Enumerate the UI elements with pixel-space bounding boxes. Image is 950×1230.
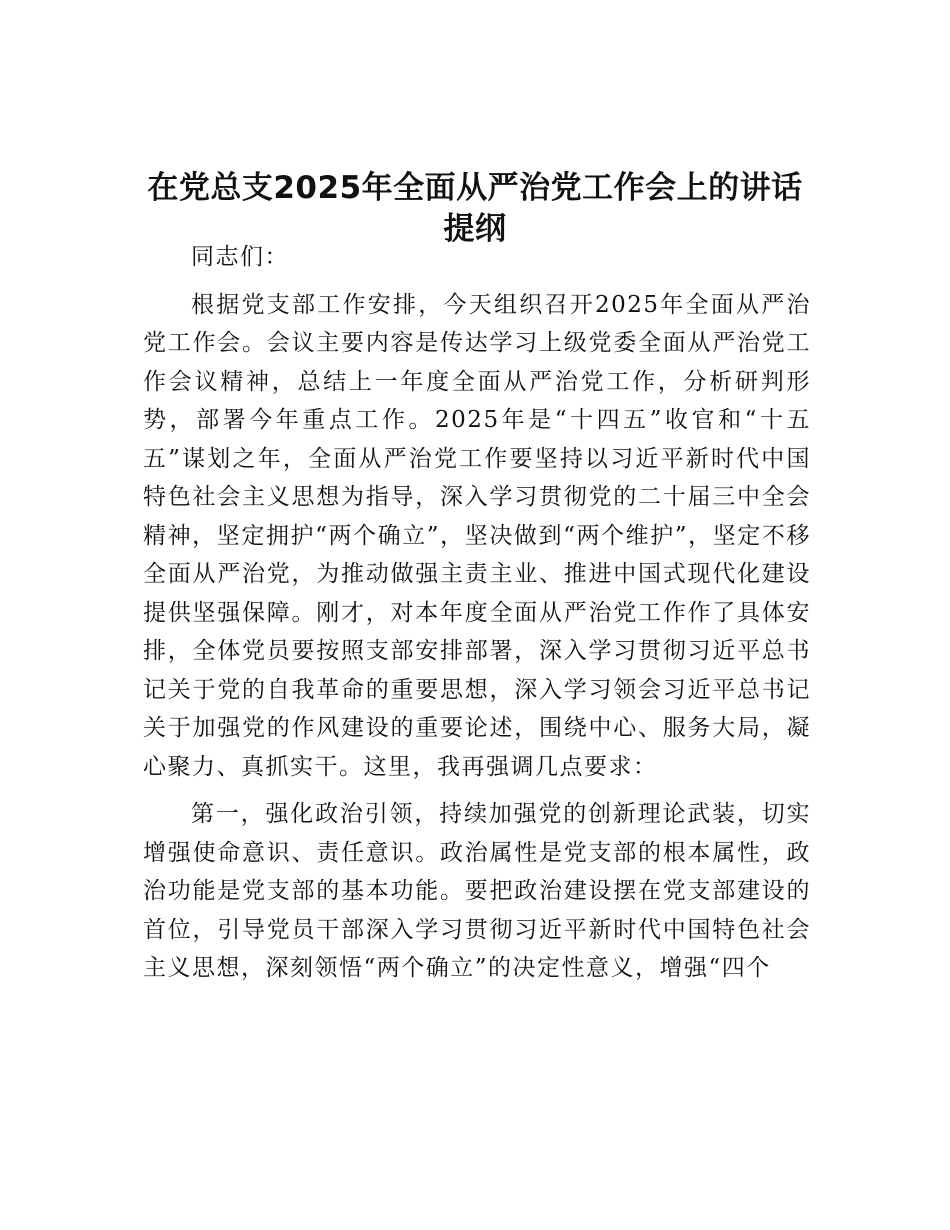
paragraph-first-point: 第一，强化政治引领，持续加强党的创新理论武装，切实增强使命意识、责任意识。政治属性是党支部的根本属性，政治功能是党支部的基本功能。要把政治建设摆在党支部建设的首位，引导党员干部深入学习贯彻习近平新时代中国特色社会主义思想，深刻领悟“两个确立”的决定性意义，增强“四个 bbox=[143, 801, 811, 981]
title-line-2: 提纲 bbox=[443, 211, 507, 247]
title-line-1: 在党总支2025年全面从严治党工作会上的讲话 bbox=[147, 170, 803, 206]
salutation: 同志们： bbox=[191, 244, 289, 270]
paragraph-intro: 根据党支部工作安排，今天组织召开2025年全面从严治党工作会。会议主要内容是传达学习上级党委全面从严治党工作会议精神，总结上一年度全面从严治党工作，分析研判形势，部署今年重点工作。2025年是“十四五”收官和“十五五”谋划之年，全面从严治党工作要坚持以习近平新时代中国特色社会主义思想为指导，深入学习贯彻党的二十届三中全会精神，坚定拥护“两个确立”，坚决做到“两个维护”，坚定不移全面从严治党，为推动做强主责主业、推进中国式现代化建设提供坚强保障。刚才，对本年度全面从严治党工作作了具体安排，全体党员要按照支部安排部署，深入学习贯彻习近平总书记关于党的自我革命的重要思想，深入学习领会习近平总书记关于加强党的作风建设的重要论述，围绕中心、服务大局，凝心聚力、真抓实干。这里，我再强调几点要求： bbox=[143, 291, 811, 780]
document-body bbox=[143, 238, 811, 988]
